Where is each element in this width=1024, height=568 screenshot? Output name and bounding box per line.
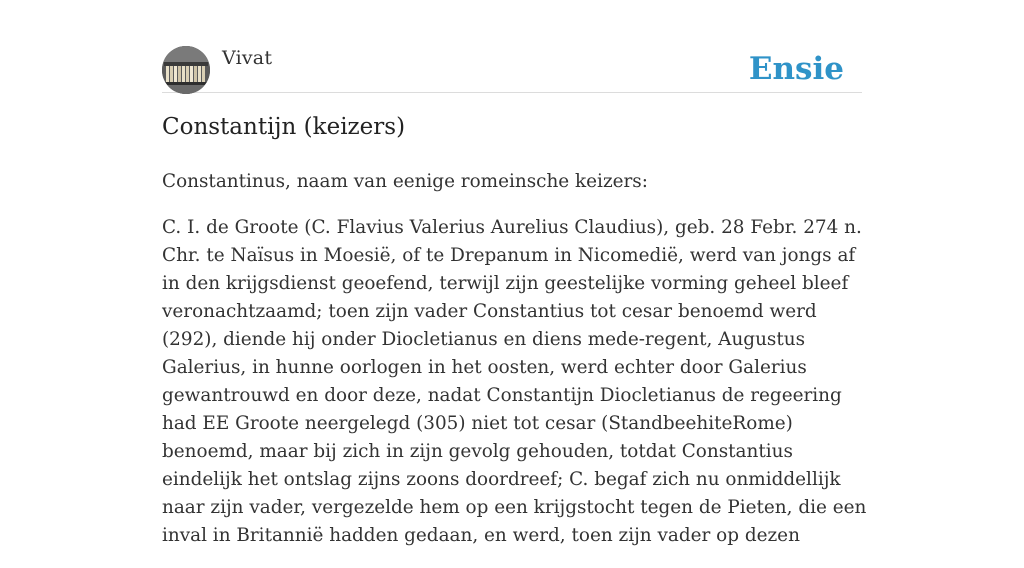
article-intro: Constantinus, naam van eenige romeinsche keizers: <box>162 171 648 192</box>
books-icon <box>162 46 210 94</box>
header <box>162 46 862 93</box>
page-title: Constantijn (keizers) <box>162 114 406 140</box>
article-body: C. I. de Groote (C. Flavius Valerius Aurelius Claudius), geb. 28 Febr. 274 n. Chr. te Naïsus in Moesië, of te Drepanum in Nicomedië, werd van jongs af in den krijgsdienst geoefend, terwijl zijn geestelijke vorming geheel bleef veronachtzaamd; toen zijn vader Constantius tot cesar benoemd werd (292), diende hij onder Diocletianus en diens mede-regent, Augustus Galerius, in hunne oorlogen in het oosten, werd echter door Galerius gewantrouwd en door deze, nadat Constantijn Diocletianus de regeering had EE Groote neergelegd (305) niet tot cesar (StandbeehiteRome) benoemd, maar bij zich in zijn gevolg gehouden, totdat Constantius eindelijk het ontslag zijns zoons doordreef; C. begaf zich nu onmiddellijk naar zijn vader, vergezelde hem op een krijgstocht tegen de Pieten, die een inval in Britannië hadden gedaan, en werd, toen zijn vader op dezen <box>162 217 867 546</box>
article-content <box>162 168 872 568</box>
ensie-logo[interactable]: Ensie <box>748 51 844 87</box>
source-name[interactable]: Vivat <box>222 47 273 69</box>
avatar[interactable] <box>162 46 210 94</box>
